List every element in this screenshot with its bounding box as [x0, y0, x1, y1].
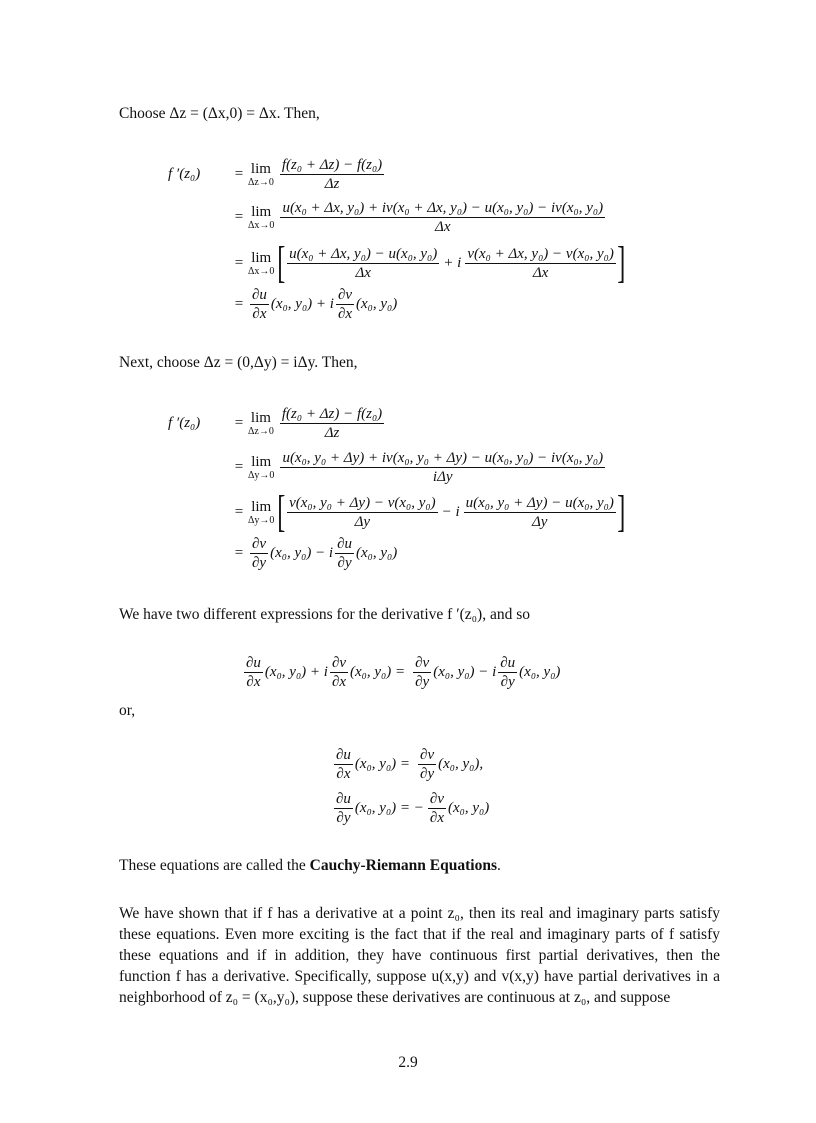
partial-denominator: ∂x	[337, 306, 353, 322]
equals-sign: =	[234, 545, 244, 561]
right-bracket: ]	[617, 238, 626, 287]
operator: − i	[441, 503, 460, 520]
partial-numerator: ∂u	[246, 655, 261, 671]
partial-denominator: ∂x	[252, 306, 267, 322]
cr-tail-text: .	[497, 857, 501, 874]
argument: (x₀, y₀)	[356, 296, 398, 312]
lim-word: lim	[251, 204, 272, 220]
lim-subscript: Δx→0	[248, 220, 275, 231]
partial-numerator: ∂u	[336, 747, 351, 763]
argument: (x₀, y₀) =	[350, 664, 406, 680]
left-bracket: [	[277, 238, 286, 287]
partial-denominator: ∂x	[246, 674, 261, 690]
partial-denominator: ∂x	[336, 766, 351, 782]
f-prime-label: f ′(z₀)	[168, 415, 201, 431]
partial-numerator: ∂v	[415, 655, 430, 671]
argument: (x₀, y₀)	[519, 664, 561, 680]
equals-sign: =	[234, 209, 244, 225]
intro-line-2: Next, choose Δz = (0,Δy) = iΔy. Then,	[119, 354, 358, 371]
partial-numerator: ∂v	[429, 791, 444, 807]
partial-numerator: ∂u	[337, 536, 353, 552]
equals-sign: =	[234, 254, 244, 271]
partial-denominator: ∂x	[331, 674, 347, 690]
partial-denominator: ∂y	[420, 766, 435, 782]
fraction-denominator: Δz	[324, 176, 340, 192]
partial-numerator: ∂v	[252, 536, 267, 552]
equals-sign: =	[234, 166, 244, 182]
lim-word: lim	[250, 161, 271, 177]
fraction-denominator: iΔy	[432, 469, 453, 485]
fraction-denominator: Δx	[355, 264, 371, 281]
partial-denominator: ∂x	[429, 810, 444, 826]
argument: (x₀, y₀) = −	[354, 800, 424, 816]
partial-numerator: ∂u	[336, 791, 351, 807]
lim-subscript: Δx→0	[248, 265, 275, 277]
argument: (x₀, y₀)	[447, 800, 490, 816]
right-bracket: ]	[617, 487, 626, 536]
lim-word: lim	[251, 454, 272, 470]
partial-numerator: ∂v	[337, 287, 353, 303]
page-number: 2.9	[398, 1054, 418, 1071]
partial-denominator: ∂y	[336, 810, 351, 826]
fraction-numerator: u(x₀ + Δx, y₀) − u(x₀, y₀)	[289, 245, 438, 262]
fraction-denominator: Δx	[435, 219, 451, 235]
intro-line-1: Choose Δz = (Δx,0) = Δx. Then,	[119, 105, 320, 122]
cauchy-riemann-sentence	[119, 855, 719, 876]
equals-sign: =	[234, 503, 244, 520]
argument: (x₀, y₀) − i	[270, 545, 334, 561]
argument: (x₀, y₀) =	[354, 756, 411, 772]
argument: (x₀, y₀),	[438, 756, 484, 772]
equals-sign: =	[234, 459, 244, 475]
lim-subscript: Δz→0	[248, 426, 274, 437]
fraction-numerator: v(x₀ + Δx, y₀) − v(x₀, y₀)	[467, 245, 614, 262]
f-prime-label: f ′(z₀)	[168, 166, 201, 182]
lim-subscript: Δz→0	[248, 177, 274, 188]
partial-numerator: ∂u	[252, 287, 267, 303]
partial-numerator: ∂v	[331, 655, 347, 671]
cauchy-riemann-term: Cauchy-Riemann Equations	[309, 857, 497, 874]
lim-subscript: Δy→0	[248, 514, 275, 526]
final-paragraph: We have shown that if f has a derivative at a point z₀, then its real and imaginary parts satisfy these equations. Even more exciting is the fact that if the real and imaginary parts of f satisfy these equations and if in addition, they have continuous first partial derivatives, then the function f has a derivative. Specifically, suppose u(x,y) and v(x,y) have partial derivatives in a neighborhood of z₀ = (x₀,y₀), suppose these derivatives are continuous at z₀, and suppose	[119, 905, 720, 1006]
left-bracket: [	[277, 487, 286, 536]
lim-subscript: Δy→0	[248, 470, 275, 481]
lim-word: lim	[251, 498, 272, 515]
equals-sign: =	[234, 415, 244, 431]
lim-word: lim	[251, 249, 272, 266]
argument: (x₀, y₀)	[356, 545, 398, 561]
fraction-numerator: u(x₀, y₀ + Δy) + iv(x₀, y₀ + Δy) − u(x₀, y₀) − iv(x₀, y₀)	[282, 450, 604, 466]
partial-denominator: ∂y	[337, 555, 352, 571]
cr-lead-text: These equations are called the	[119, 857, 310, 874]
equated-derivatives-equation	[242, 654, 560, 691]
fraction-numerator: v(x₀, y₀ + Δy) − v(x₀, y₀)	[289, 494, 436, 511]
partial-denominator: ∂y	[500, 674, 515, 690]
operator: + i	[443, 254, 462, 271]
fraction-denominator: Δy	[532, 513, 548, 530]
fraction-denominator: Δx	[532, 264, 549, 281]
partial-denominator: ∂y	[415, 674, 430, 690]
partial-denominator: ∂y	[252, 555, 267, 571]
fraction-denominator: Δz	[324, 425, 340, 441]
or-text: or,	[119, 702, 136, 719]
fraction-numerator: u(x₀, y₀ + Δy) − u(x₀, y₀)	[465, 494, 614, 511]
lim-word: lim	[250, 410, 271, 426]
fraction-numerator: f(z₀ + Δz) − f(z₀)	[281, 157, 383, 173]
fraction-numerator: u(x₀ + Δx, y₀) + iv(x₀ + Δx, y₀) − u(x₀, y₀) − iv(x₀, y₀)	[282, 200, 604, 216]
fraction-denominator: Δy	[354, 513, 371, 530]
partial-numerator: ∂u	[500, 655, 516, 671]
partial-numerator: ∂v	[420, 747, 435, 763]
argument: (x₀, y₀) + i	[264, 664, 328, 680]
argument: (x₀, y₀) + i	[270, 296, 334, 312]
equals-sign: =	[234, 296, 244, 312]
fraction-numerator: f(z₀ + Δz) − f(z₀)	[281, 406, 383, 422]
argument: (x₀, y₀) − i	[433, 664, 497, 680]
two-expressions-text: We have two different expressions for the derivative f ′(z₀), and so	[119, 606, 530, 623]
